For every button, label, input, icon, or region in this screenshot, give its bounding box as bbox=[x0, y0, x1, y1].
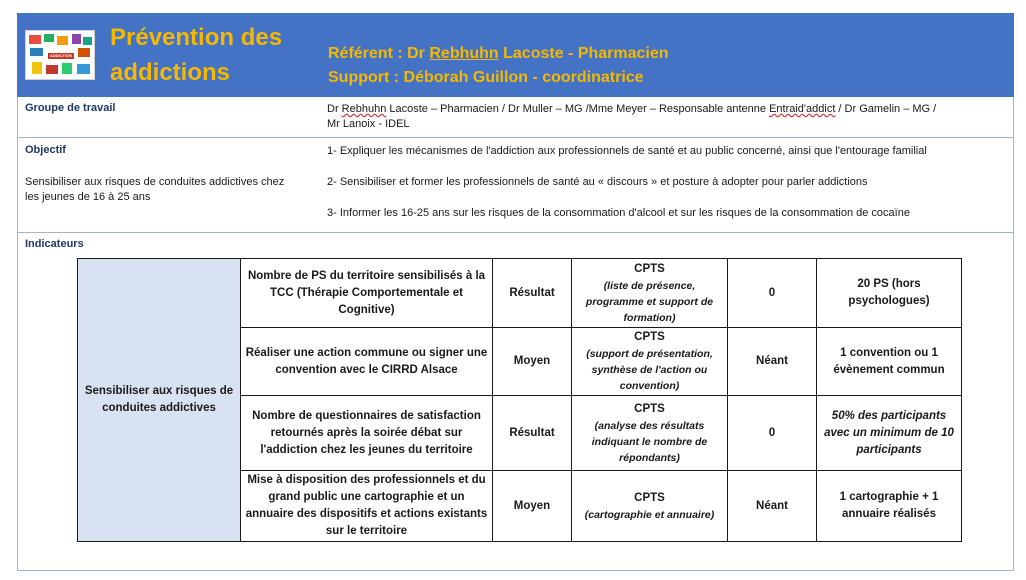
initial-value-cell: Néant bbox=[728, 328, 817, 396]
indicator-cell: Réaliser une action commune ou signer une convention avec le CIRRD Alsace bbox=[241, 328, 493, 396]
referent-block bbox=[328, 42, 669, 90]
source-cell bbox=[572, 471, 728, 542]
type-cell: Moyen bbox=[493, 328, 572, 396]
divider bbox=[17, 232, 1014, 233]
source-head: CPTS bbox=[634, 331, 665, 343]
page-title bbox=[110, 20, 282, 90]
initial-value-cell: Néant bbox=[728, 471, 817, 542]
indicator-cell: Mise à disposition des professionnels et du grand public une cartographie et un annuaire des dispositifs et actions existants sur le territoire bbox=[241, 471, 493, 542]
objectif-item-1: 1- Expliquer les mécanismes de l'addiction aux professionnels de santé et au public concerné, ainsi que l'entourage familial bbox=[327, 145, 927, 157]
objectif-item-3: 3- Informer les 16-25 ans sur les risques de la consommation d'alcool et sur les risques de la consommation de cocaïne bbox=[327, 207, 910, 219]
groupe-line-1 bbox=[327, 102, 1007, 117]
source-detail: (liste de présence, programme et support de formation) bbox=[585, 279, 714, 324]
logo-label: ADDICTION bbox=[49, 53, 73, 58]
objectif-description: Sensibiliser aux risques de conduites addictives chez les jeunes de 16 à 25 ans bbox=[25, 176, 285, 203]
source-detail: (cartographie et annuaire) bbox=[584, 508, 715, 521]
source-detail: (support de présentation, synthèse de l'action ou convention) bbox=[586, 348, 713, 392]
objectif-item-2: 2- Sensibiliser et former les professionnels de santé au « discours » et posture à adopter pour parler addictions bbox=[327, 176, 868, 188]
divider bbox=[17, 137, 1014, 138]
objective-cell: Sensibiliser aux risques de conduites addictives bbox=[78, 259, 241, 542]
title-line-1: Prévention des bbox=[110, 24, 283, 51]
initial-value-cell: 0 bbox=[728, 259, 817, 328]
source-head: CPTS bbox=[634, 402, 665, 415]
referent-prefix: Référent : Dr bbox=[328, 45, 430, 62]
indicator-cell: Nombre de questionnaires de satisfaction retournés après la soirée débat sur l'addiction chez les jeunes du territoire bbox=[241, 396, 493, 471]
groupe-part-3: / Dr Gamelin – MG / bbox=[835, 103, 937, 115]
groupe-line-2: Mr Lanoix - IDEL bbox=[327, 118, 410, 130]
source-cell bbox=[572, 328, 728, 396]
source-cell bbox=[572, 396, 728, 471]
initial-value-cell: 0 bbox=[728, 396, 817, 471]
addiction-logo-image bbox=[25, 30, 95, 80]
target-cell: 1 cartographie + 1 annuaire réalisés bbox=[817, 471, 962, 542]
source-head: CPTS bbox=[634, 491, 665, 504]
groupe-part-2: Lacoste – Pharmacien / Dr Muller – MG /Mme Meyer – Responsable antenne bbox=[386, 103, 770, 115]
objectif-label: Objectif bbox=[25, 144, 66, 156]
referent-suffix: Lacoste - Pharmacien bbox=[498, 45, 669, 62]
table-row bbox=[78, 259, 962, 328]
groupe-part-1: Dr bbox=[327, 103, 342, 115]
source-cell bbox=[572, 259, 728, 328]
source-detail: (analyse des résultats indiquant le nombre de répondants) bbox=[591, 419, 708, 464]
support-line: Support : Déborah Guillon - coordinatrice bbox=[328, 69, 644, 86]
target-cell: 1 convention ou 1 évènement commun bbox=[817, 328, 962, 396]
indicateurs-label: Indicateurs bbox=[25, 238, 84, 250]
groupe-name-2: Entraid'addict bbox=[769, 103, 836, 115]
referent-line bbox=[328, 42, 669, 66]
source-head: CPTS bbox=[634, 262, 665, 275]
groupe-name-1: Rebhuhn bbox=[341, 103, 387, 115]
type-cell: Moyen bbox=[493, 471, 572, 542]
indicator-cell: Nombre de PS du territoire sensibilisés à la TCC (Thérapie Comportementale et Cognitive) bbox=[241, 259, 493, 328]
title-line-2: addictions bbox=[110, 59, 231, 86]
target-cell: 20 PS (hors psychologues) bbox=[817, 259, 962, 328]
groupe-label: Groupe de travail bbox=[25, 102, 116, 114]
groupe-text bbox=[327, 102, 1007, 132]
referent-name: Rebhuhn bbox=[429, 45, 499, 62]
type-cell: Résultat bbox=[493, 396, 572, 471]
indicators-table bbox=[77, 258, 962, 542]
target-cell: 50% des participants avec un minimum de 10 participants bbox=[817, 396, 962, 471]
type-cell: Résultat bbox=[493, 259, 572, 328]
